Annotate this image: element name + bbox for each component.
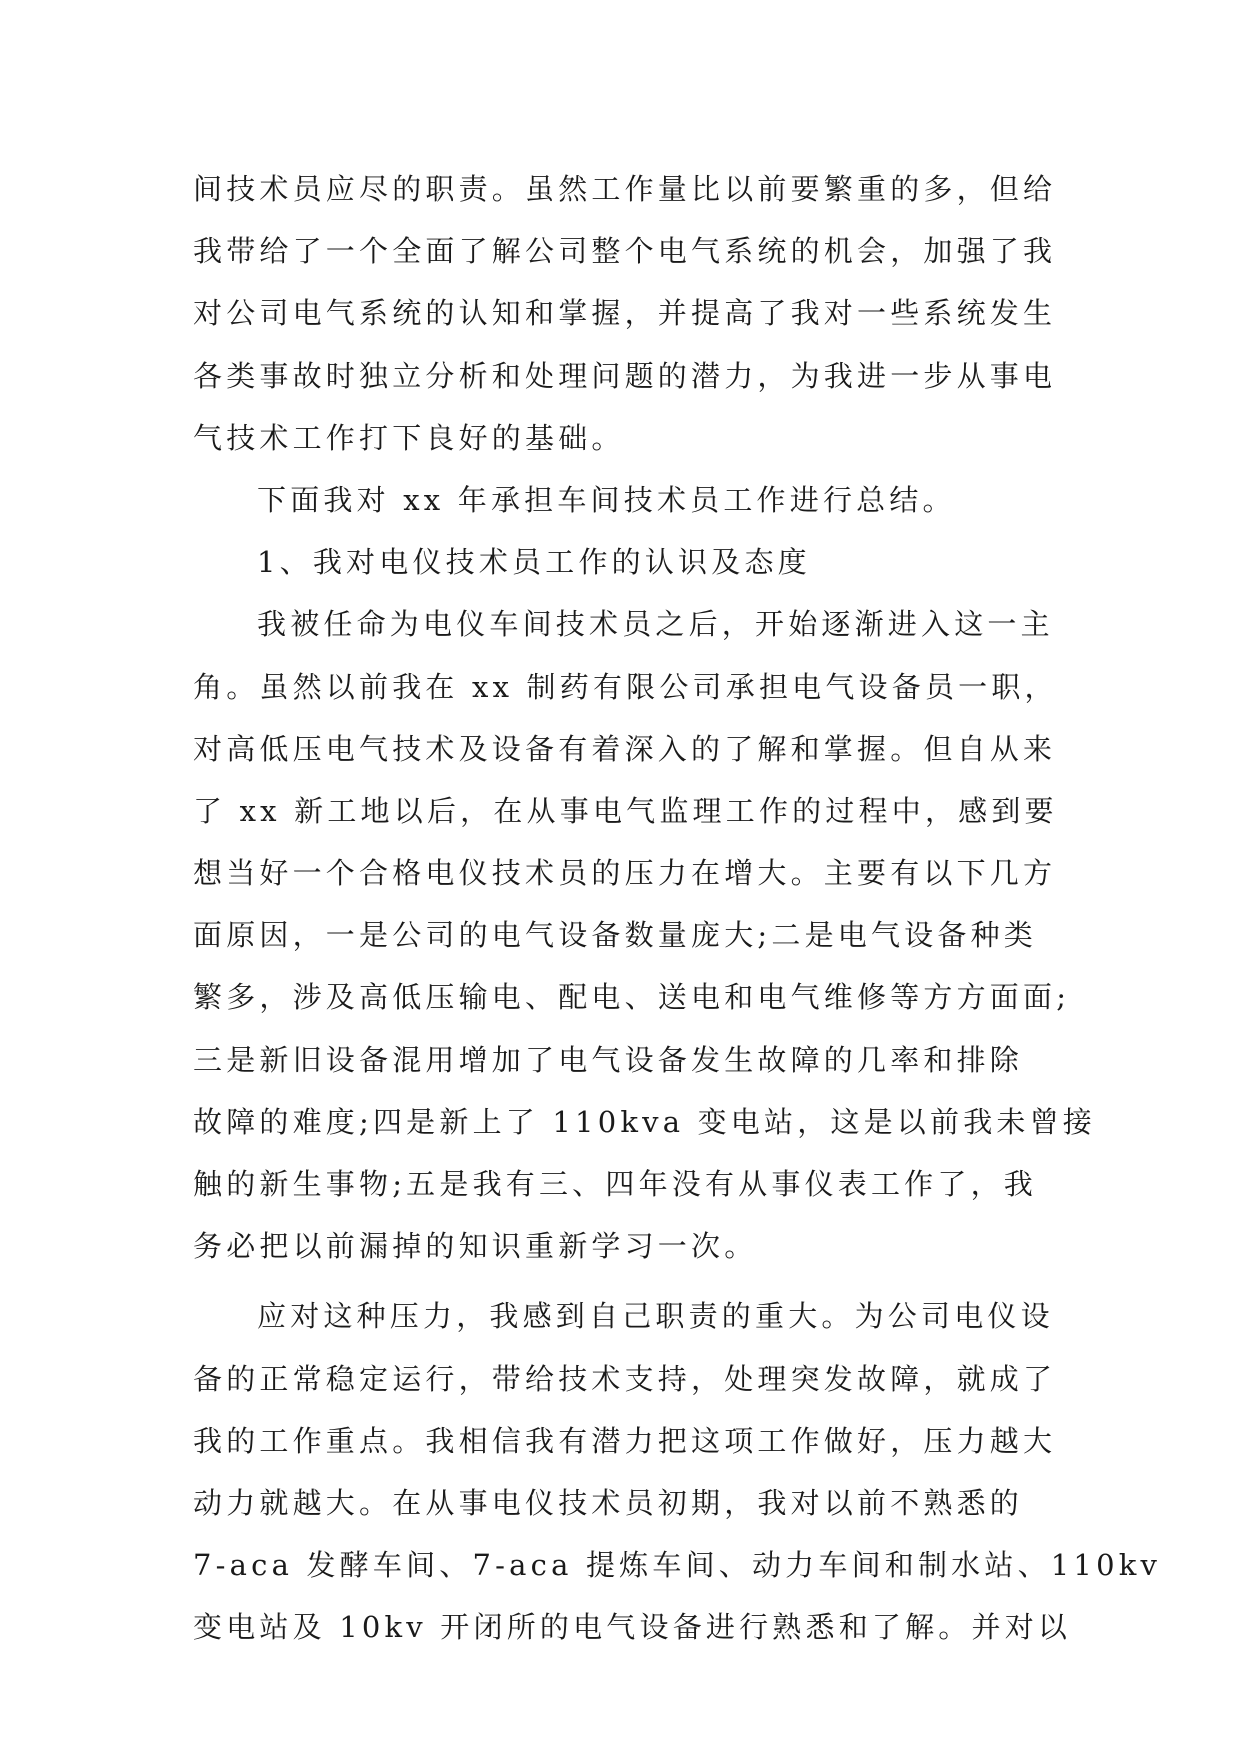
text-line: 间技术员应尽的职责。虽然工作量比以前要繁重的多，但给 [193, 172, 1057, 206]
document-body [193, 158, 1162, 1659]
text-line: 三是新旧设备混用增加了电气设备发生故障的几率和排除 [193, 1042, 1024, 1077]
text-line: 了 xx 新工地以后，在从事电气监理工作的过程中，感到要 [193, 793, 1058, 828]
text-line: 我被任命为电仪车间技术员之后，开始逐渐进入这一主 [257, 607, 1054, 642]
text-line: 我带给了一个全面了解公司整个电气系统的机会，加强了我 [193, 234, 1057, 269]
text-line: 角。虽然以前我在 xx 制药有限公司承担电气设备员一职， [193, 669, 1058, 704]
text-line: 7-aca 发酵车间、7-aca 提炼车间、动力车间和制水站、110kv [193, 1548, 1162, 1583]
paragraph-gap [193, 1277, 1053, 1285]
text-line: 各类事故时独立分析和处理问题的潜力，为我进一步从事电 [193, 358, 1057, 393]
text-line: 变电站及 10kv 开闭所的电气设备进行熟悉和了解。并对以 [193, 1610, 1072, 1645]
text-line: 我的工作重点。我相信我有潜力把这项工作做好，压力越大 [193, 1423, 1057, 1458]
text-line: 对公司电气系统的认知和掌握，并提高了我对一些系统发生 [193, 296, 1057, 331]
text-line: 气技术工作打下良好的基础。 [193, 420, 625, 455]
text-line: 动力就越大。在从事电仪技术员初期，我对以前不熟悉的 [193, 1485, 1024, 1520]
text-line: 对高低压电气技术及设备有着深入的了解和掌握。但自从来 [193, 731, 1057, 766]
text-line: 面原因，一是公司的电气设备数量庞大;二是电气设备种类 [193, 918, 1037, 953]
text-line: 触的新生事物;五是我有三、四年没有从事仪表工作了，我 [193, 1167, 1037, 1201]
text-line: 备的正常稳定运行，带给技术支持，处理突发故障，就成了 [193, 1361, 1057, 1396]
text-line: 下面我对 xx 年承担车间技术员工作进行总结。 [257, 482, 956, 517]
text-line: 繁多，涉及高低压输电、配电、送电和电气维修等方方面面; [193, 980, 1071, 1015]
text-line: 应对这种压力，我感到自己职责的重大。为公司电仪设 [257, 1299, 1054, 1334]
text-line: 务必把以前漏掉的知识重新学习一次。 [193, 1229, 758, 1264]
text-line: 故障的难度;四是新上了 110kva 变电站，这是以前我未曾接 [193, 1104, 1097, 1139]
text-line: 想当好一个合格电仪技术员的压力在增大。主要有以下几方 [193, 856, 1057, 891]
section-heading: 1、我对电仪技术员工作的认识及态度 [257, 545, 811, 580]
